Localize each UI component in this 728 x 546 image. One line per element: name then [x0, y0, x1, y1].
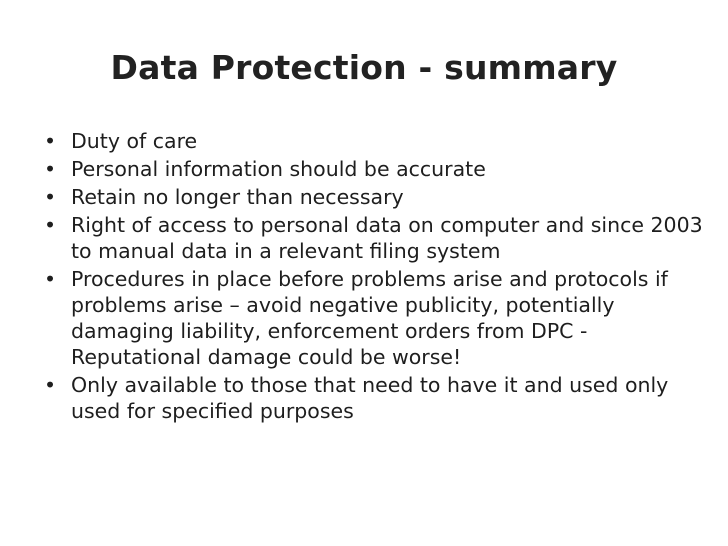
- bullet-text: Personal information should be accurate: [71, 157, 486, 181]
- bullet-dot-icon: •: [44, 129, 57, 153]
- bullet-text: Procedures in place before problems arise and protocols if problems arise – avoid negative publicity, potentially damaging liability, enforcement orders from DPC - Reputational damage could be worse!: [71, 267, 668, 369]
- bullet-item: [44, 372, 708, 424]
- bullet-dot-icon: •: [44, 373, 57, 397]
- slide-title: Data Protection - summary: [110, 48, 618, 87]
- bullet-item: [44, 128, 708, 154]
- bullet-dot-icon: •: [44, 157, 57, 181]
- bullet-item: [44, 212, 708, 264]
- bullet-dot-icon: •: [44, 213, 57, 237]
- bullet-item: [44, 184, 708, 210]
- bullet-dot-icon: •: [44, 267, 57, 291]
- bullet-text: Duty of care: [71, 129, 198, 153]
- bullet-text: Retain no longer than necessary: [71, 185, 404, 209]
- bullet-text: Only available to those that need to have it and used only used for specified purposes: [71, 373, 669, 423]
- bullet-list: [44, 128, 708, 426]
- bullet-dot-icon: •: [44, 185, 57, 209]
- bullet-item: [44, 266, 708, 370]
- bullet-item: [44, 156, 708, 182]
- bullet-text: Right of access to personal data on computer and since 2003 to manual data in a relevant filing system: [71, 213, 703, 263]
